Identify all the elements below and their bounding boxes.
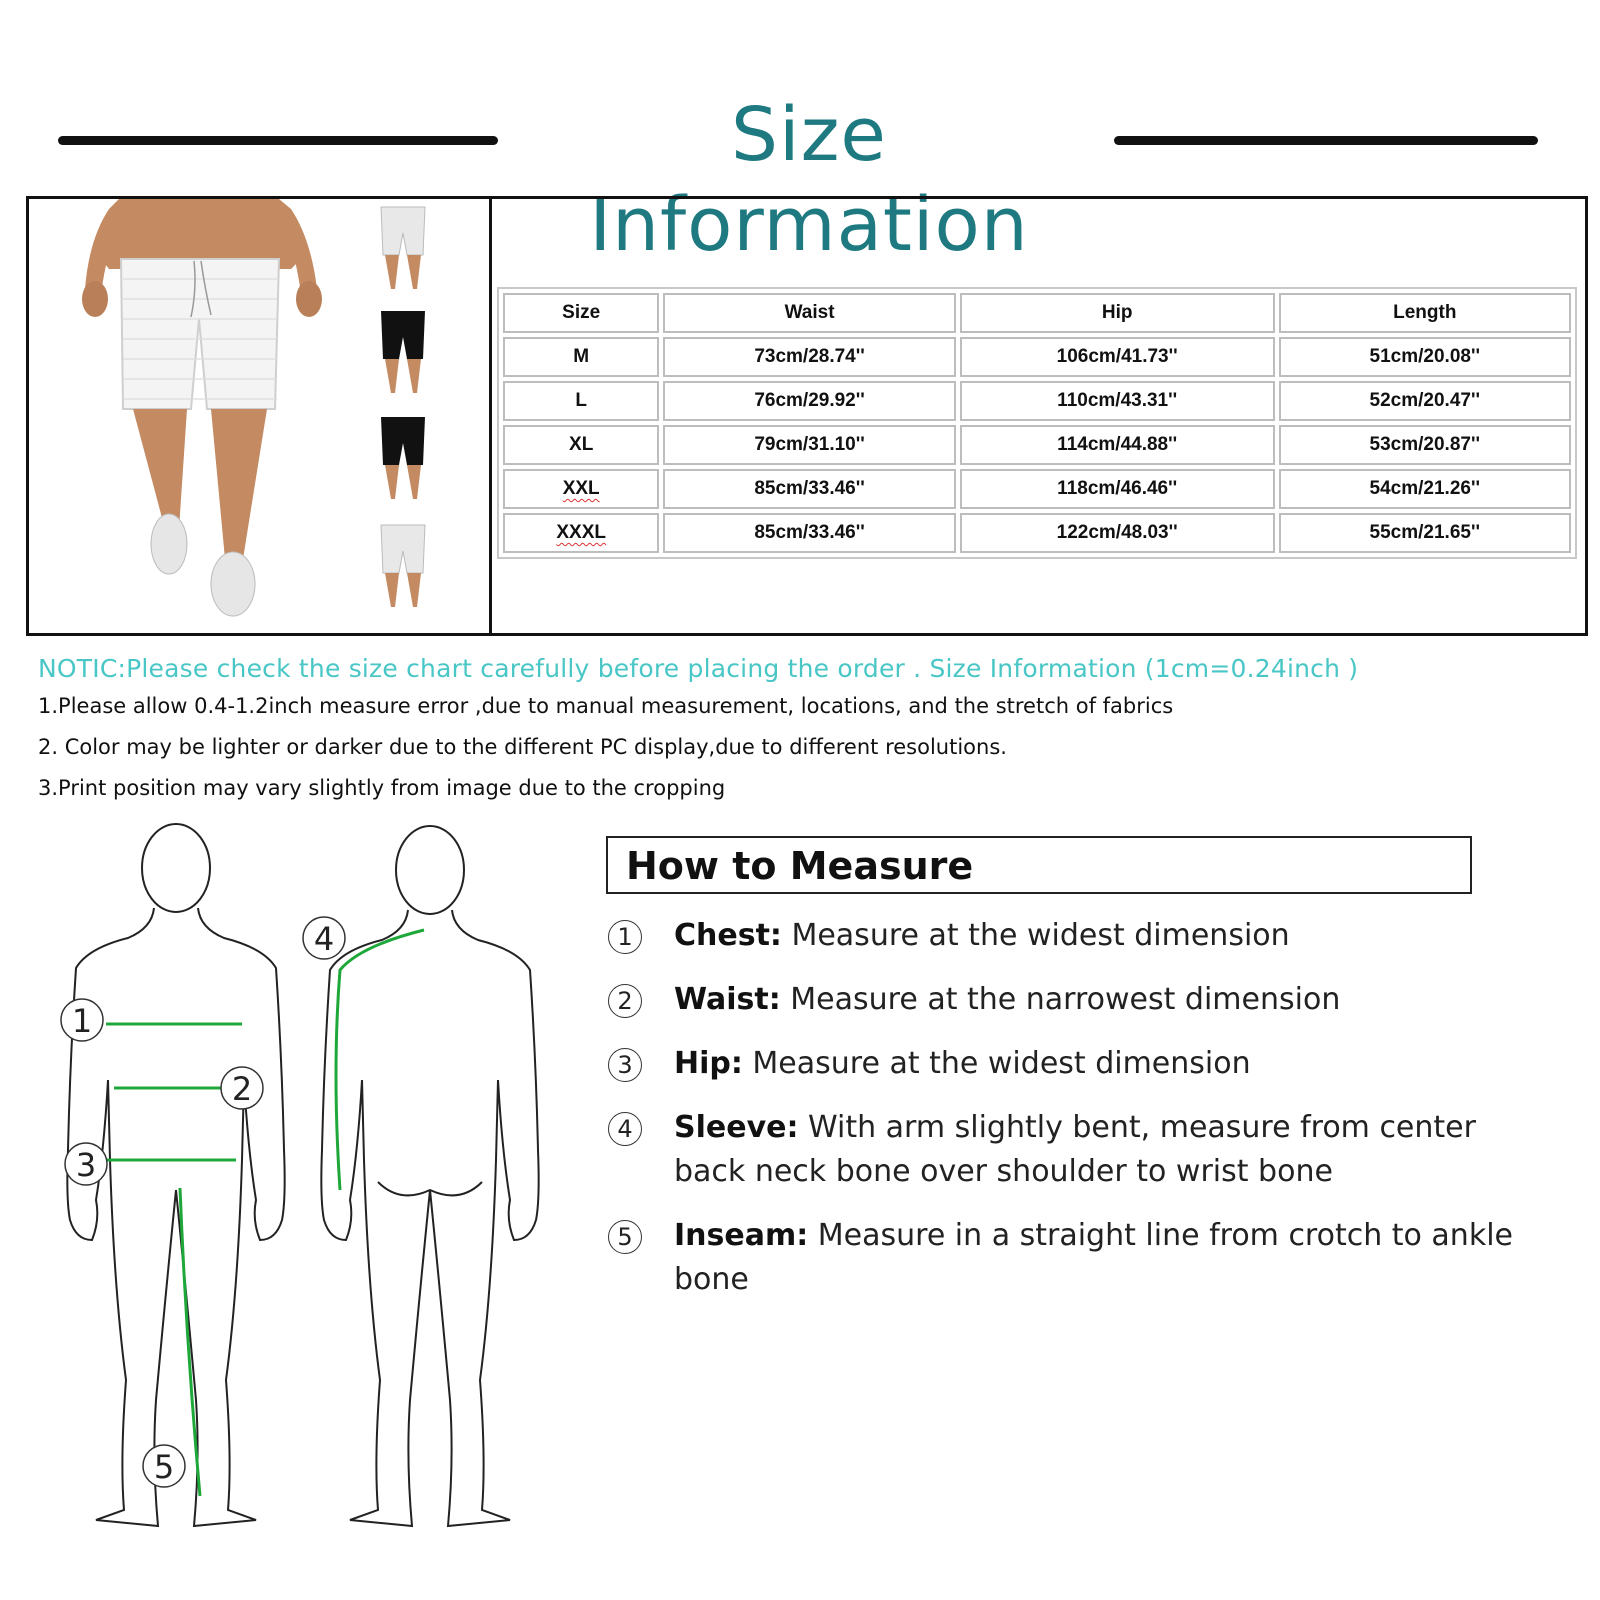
hip-cell: 110cm/43.31'' xyxy=(960,381,1275,421)
size-chart-box xyxy=(26,196,1588,636)
step-text: Measure at the widest dimension xyxy=(742,1046,1251,1081)
how-to-measure-title: How to Measure xyxy=(626,844,974,888)
table-row xyxy=(503,381,1571,421)
thumbnail-black-2[interactable] xyxy=(373,413,433,505)
length-cell: 55cm/21.65'' xyxy=(1279,513,1571,553)
waist-cell: 85cm/33.46'' xyxy=(663,469,955,509)
length-cell: 51cm/20.08'' xyxy=(1279,337,1571,377)
size-cell: L xyxy=(503,381,659,421)
size-cell xyxy=(503,513,659,553)
step-number-icon: 4 xyxy=(608,1112,642,1146)
note-1: 1.Please allow 0.4-1.2inch measure error ,due to manual measurement, locations, and the stretch of fabrics xyxy=(38,694,1174,718)
title-rule-left xyxy=(58,136,498,145)
page-title: Size Information xyxy=(589,92,1029,268)
thumbnail-white-2[interactable] xyxy=(373,521,433,613)
product-photos xyxy=(29,199,487,633)
step-number-icon: 3 xyxy=(608,1048,642,1082)
step-number-icon: 5 xyxy=(608,1220,642,1254)
marker-1-icon xyxy=(61,999,103,1041)
notice-text: NOTIC:Please check the size chart carefully before placing the order . Size Information (1cm=0.24inch ) xyxy=(38,654,1359,683)
svg-text:2: 2 xyxy=(231,1070,253,1108)
main-product-image xyxy=(82,199,322,616)
table-row xyxy=(503,513,1571,553)
note-3: 3.Print position may vary slightly from image due to the cropping xyxy=(38,776,726,800)
step-number-icon: 2 xyxy=(608,984,642,1018)
step-text: Measure in a straight line from crotch to ankle bone xyxy=(674,1218,1513,1297)
waist-cell: 76cm/29.92'' xyxy=(663,381,955,421)
size-label: XXXL xyxy=(556,522,606,543)
step-label: Chest: xyxy=(674,918,782,953)
table-header-row xyxy=(503,293,1571,333)
length-cell: 53cm/20.87'' xyxy=(1279,425,1571,465)
back-body-figure xyxy=(321,826,538,1526)
size-label: XXL xyxy=(562,478,600,499)
svg-text:5: 5 xyxy=(153,1448,175,1486)
marker-4-icon xyxy=(303,917,345,959)
header-waist: Waist xyxy=(663,293,955,333)
header-size: Size xyxy=(503,293,659,333)
hip-cell: 106cm/41.73'' xyxy=(960,337,1275,377)
thumbnail-black-1[interactable] xyxy=(373,307,433,399)
table-row xyxy=(503,337,1571,377)
svg-text:4: 4 xyxy=(313,920,335,958)
size-cell xyxy=(503,469,659,509)
step-text: With arm slightly bent, measure from center back neck bone over shoulder to wrist bone xyxy=(674,1110,1476,1189)
step-label: Hip: xyxy=(674,1046,743,1081)
waist-cell: 73cm/28.74'' xyxy=(663,337,955,377)
step-label: Waist: xyxy=(674,982,781,1017)
header-hip: Hip xyxy=(960,293,1275,333)
step-label: Sleeve: xyxy=(674,1110,799,1145)
thumbnail-white-1[interactable] xyxy=(373,203,433,295)
marker-5-icon xyxy=(143,1445,185,1487)
hip-cell: 118cm/46.46'' xyxy=(960,469,1275,509)
title-rule-right xyxy=(1114,136,1538,145)
length-cell: 54cm/21.26'' xyxy=(1279,469,1571,509)
size-cell: XL xyxy=(503,425,659,465)
measurement-figures xyxy=(40,820,580,1540)
table-row xyxy=(503,469,1571,509)
step-text: Measure at the widest dimension xyxy=(781,918,1290,953)
step-text: Measure at the narrowest dimension xyxy=(780,982,1341,1017)
back-measure-line xyxy=(336,930,424,1190)
size-table xyxy=(497,287,1577,559)
table-row xyxy=(503,425,1571,465)
length-cell: 52cm/20.47'' xyxy=(1279,381,1571,421)
waist-cell: 79cm/31.10'' xyxy=(663,425,955,465)
header-length: Length xyxy=(1279,293,1571,333)
hip-cell: 114cm/44.88'' xyxy=(960,425,1275,465)
svg-text:3: 3 xyxy=(75,1146,97,1184)
title-row xyxy=(58,90,1538,268)
svg-text:1: 1 xyxy=(71,1002,93,1040)
product-photo-panel xyxy=(29,199,492,633)
step-number-icon: 1 xyxy=(608,920,642,954)
step-label: Inseam: xyxy=(674,1218,809,1253)
how-to-measure-header xyxy=(606,836,1472,894)
size-cell: M xyxy=(503,337,659,377)
marker-3-icon xyxy=(65,1143,107,1185)
note-2: 2. Color may be lighter or darker due to the different PC display,due to different resolutions. xyxy=(38,735,1007,759)
hip-cell: 122cm/48.03'' xyxy=(960,513,1275,553)
marker-2-icon xyxy=(221,1067,263,1109)
waist-cell: 85cm/33.46'' xyxy=(663,513,955,553)
